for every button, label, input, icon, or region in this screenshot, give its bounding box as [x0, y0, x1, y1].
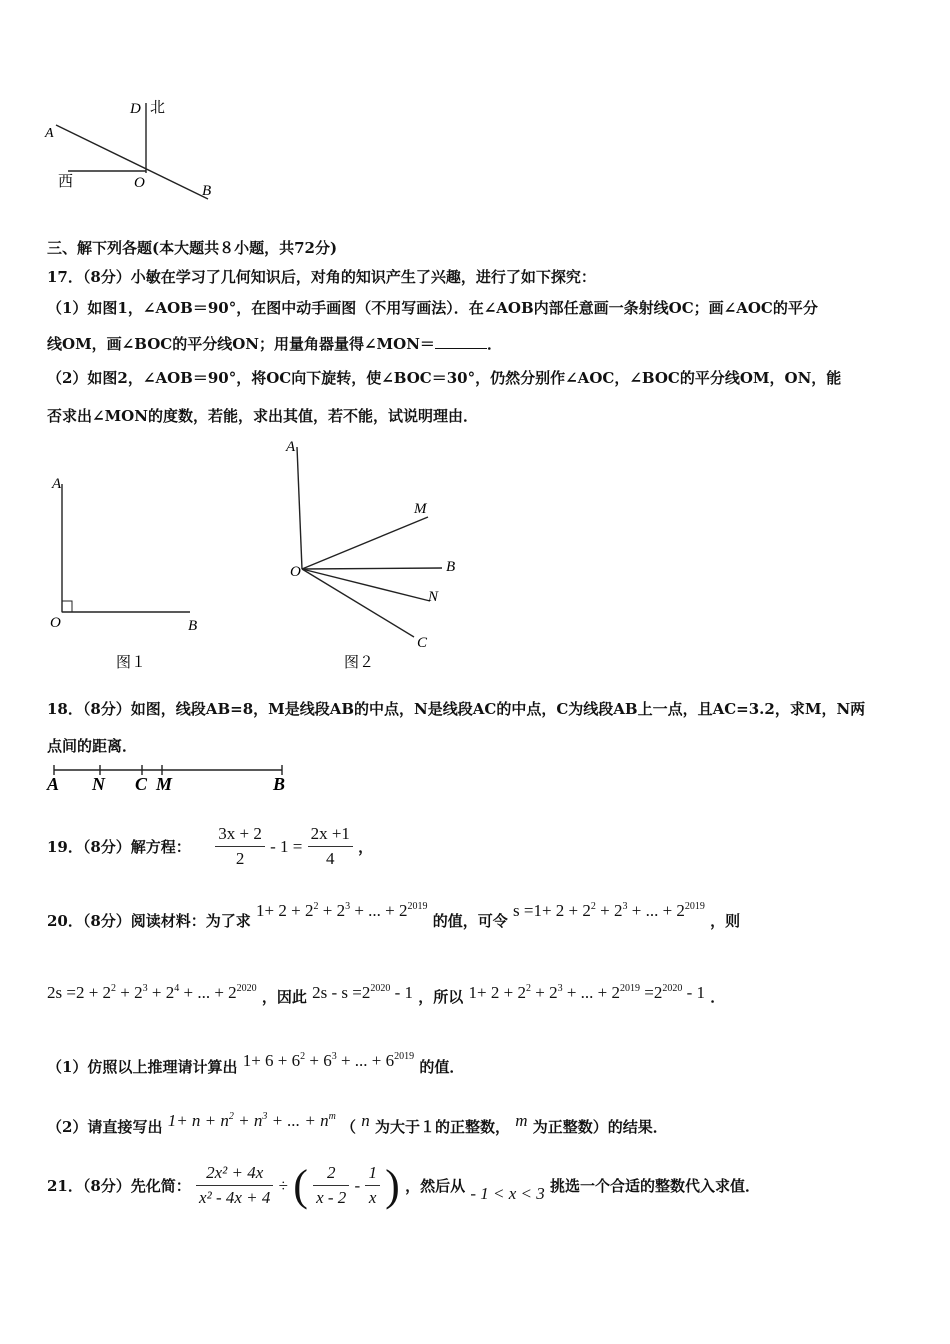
- q20-p2-m: m: [515, 1111, 528, 1130]
- q20-prefix: 20．（8分）阅读材料：为了求: [47, 912, 251, 930]
- q17-part2-line1: （2）如图2，∠AOB＝90°，将OC向下旋转，使∠BOC＝30°，仍然分别作∠AOC，∠BOC的平分线OM，ON，能: [47, 369, 842, 387]
- q17-part2-line2: 否求出∠MON的度数，若能，求出其值，若不能，试说明理由．: [47, 407, 478, 425]
- seg-label-m: M: [156, 774, 173, 794]
- q20-part2: （2）请直接写出 $1+ n + n^2 + n^3$ + ... + $n^m$ （ n 为大于１的正整数， m 为正整数）的结果．: [47, 1111, 668, 1136]
- q21-f2-num: 1: [365, 1161, 380, 1186]
- ray-oc: [302, 569, 414, 637]
- q20-p2-expr: 1+ n + n: [167, 1111, 229, 1130]
- compass-figure: [40, 95, 230, 210]
- fig2-label-n: N: [428, 589, 439, 605]
- q20-mid1: 的值，可令: [432, 912, 508, 930]
- fig1-label-o: O: [50, 615, 61, 631]
- q21-div: ÷: [278, 1175, 288, 1195]
- q20-p2-prefix: （2）请直接写出: [47, 1118, 163, 1136]
- section-heading: 三、解下列各题(本大题共８小题，共72分): [47, 239, 338, 257]
- q20-s-def: s =1+ 2 + 2: [513, 901, 591, 920]
- fig2-label-a: A: [286, 439, 296, 455]
- q19-lhs-num: 3x + 2: [215, 822, 265, 847]
- q21-fraction-2: [365, 1161, 380, 1210]
- q21-f1-num: 2: [313, 1161, 349, 1186]
- q17-part1-line1: （1）如图1，∠AOB＝90°，在图中动手画图（不用写画法）．在∠AOB内部任意画一条射线OC；画∠AOC的平分: [47, 299, 818, 317]
- q20-p2-n: n: [361, 1111, 370, 1130]
- ray-om: [302, 517, 428, 569]
- q18-line1: 18．（8分）如图，线段AB=8，M是线段AB的中点，N是线段AC的中点，C为线段AB上一点，且AC=3.2，求M，N两: [47, 700, 866, 718]
- fig1-label-b: B: [188, 618, 198, 634]
- label-b: B: [202, 183, 212, 199]
- label-o: O: [134, 175, 145, 191]
- q21-fraction-1: [313, 1161, 349, 1210]
- fig2-caption: 图２: [344, 655, 375, 671]
- q20-two-s-minus-s: 2s - s =2: [312, 983, 371, 1002]
- q19-prefix: 19．（8分）解方程：: [47, 838, 191, 856]
- fig1-caption: 图１: [116, 655, 147, 671]
- seg-label-n: N: [92, 774, 105, 794]
- fig1-label-a: A: [52, 476, 62, 492]
- q21: [47, 1160, 760, 1211]
- q20-end1: ，则: [710, 912, 741, 930]
- seg-label-b: B: [273, 774, 286, 794]
- q17-part1-line2: [47, 333, 502, 354]
- q17-intro: 17．（8分）小敏在学习了几何知识后，对角的知识产生了兴趣，进行了如下探究：: [47, 268, 596, 286]
- q21-range: - 1 < x < 3: [470, 1183, 545, 1203]
- q19-lhs-den: 2: [235, 849, 245, 868]
- q21-f2-den: x: [368, 1188, 377, 1207]
- ray-ob: [302, 568, 442, 569]
- q20-p1-expr: 1+ 6 + 6: [242, 1051, 301, 1070]
- q19: [47, 822, 373, 871]
- q20-p1-prefix: （1）仿照以上推理请计算出: [47, 1058, 238, 1076]
- fig2-label-c: C: [417, 635, 428, 651]
- q17-part1-text: 线OM，画∠BOC的平分线ON；用量角器量得∠MON＝: [47, 335, 435, 353]
- q21-mid: ，然后从: [405, 1177, 466, 1195]
- q20-two-s: 2s =2 + 2: [47, 983, 112, 1002]
- fig2-label-b: B: [446, 559, 456, 575]
- q20-part1: （1）仿照以上推理请计算出 $1+ 6 + 6^2 + 6^3$ + ... + $6^{2019}$ 的值．: [47, 1051, 465, 1076]
- q17-part1-period: ．: [486, 335, 502, 353]
- fig2-label-o: O: [290, 564, 301, 580]
- q20-so: ，所以: [418, 988, 464, 1006]
- q19-rhs-den: 4: [326, 849, 335, 868]
- figure-2: [280, 435, 480, 675]
- q19-rhs-num: 2x +1: [308, 822, 353, 847]
- paren-open: (: [293, 1161, 308, 1210]
- q20-line1: 20．（8分）阅读材料：为了求 $1+ 2 + 2^2 + 2^3$ + ... + $2^{2019}$ 的值，可令 $s =1+ 2 + 2^2 + 2^3$ + ... + $2^{2019}$ ，则: [47, 901, 741, 930]
- q20-sum-expr: 1+ 2 + 2: [256, 901, 314, 920]
- q19-suffix: ，: [358, 838, 374, 856]
- q20-line2: $2s =2 + 2^2 + 2^3 + 2^4$ + ... + $2^{2020}$ ，因此 $2s - s =2^{2020} - 1$ ，所以 $1+ 2 + 2^2 + 2^3$ + ... + $2^{2019} =2^{2020} - 1$ ．: [47, 983, 726, 1006]
- seg-label-a: A: [47, 774, 60, 794]
- q21-prefix: 21．（8分）先化简：: [47, 1177, 191, 1195]
- q21-minus: -: [354, 1175, 361, 1195]
- q19-rhs-fraction: [308, 822, 353, 871]
- right-angle-mark: [62, 601, 72, 612]
- label-d: D: [130, 101, 141, 117]
- q21-den: x² - 4x + 4: [199, 1188, 271, 1207]
- ray-oa: [297, 447, 302, 569]
- q20-p2-mid1: （: [341, 1118, 357, 1136]
- paren-close: ): [385, 1161, 400, 1210]
- q20-p1-suffix: 的值．: [419, 1058, 465, 1076]
- q21-main-fraction: [196, 1161, 273, 1210]
- label-west: 西: [58, 174, 74, 190]
- q20-p2-mid3: 为正整数）的结果．: [532, 1118, 668, 1136]
- figure-1: [40, 470, 220, 675]
- line-ab: [56, 125, 208, 199]
- q20-therefore: ，因此: [261, 988, 307, 1006]
- answer-blank: [435, 336, 487, 349]
- ray-on: [302, 569, 430, 601]
- label-a: A: [45, 126, 54, 141]
- q21-suffix: 挑选一个合适的整数代入求值．: [549, 1177, 760, 1195]
- q21-f1-den: x - 2: [316, 1188, 347, 1207]
- q19-minus-one: - 1 =: [270, 836, 303, 856]
- q21-num: 2x² + 4x: [196, 1161, 273, 1186]
- segment-figure: [44, 760, 304, 796]
- q20-period: ．: [710, 988, 726, 1006]
- seg-label-c: C: [135, 774, 148, 794]
- q19-lhs-fraction: [215, 822, 265, 871]
- q20-result: 1+ 2 + 2: [468, 983, 526, 1002]
- q18-line2: 点间的距离．: [47, 737, 138, 755]
- q20-p2-mid2: 为大于１的正整数，: [375, 1118, 511, 1136]
- label-north: 北: [150, 100, 166, 116]
- fig2-label-m: M: [414, 501, 427, 517]
